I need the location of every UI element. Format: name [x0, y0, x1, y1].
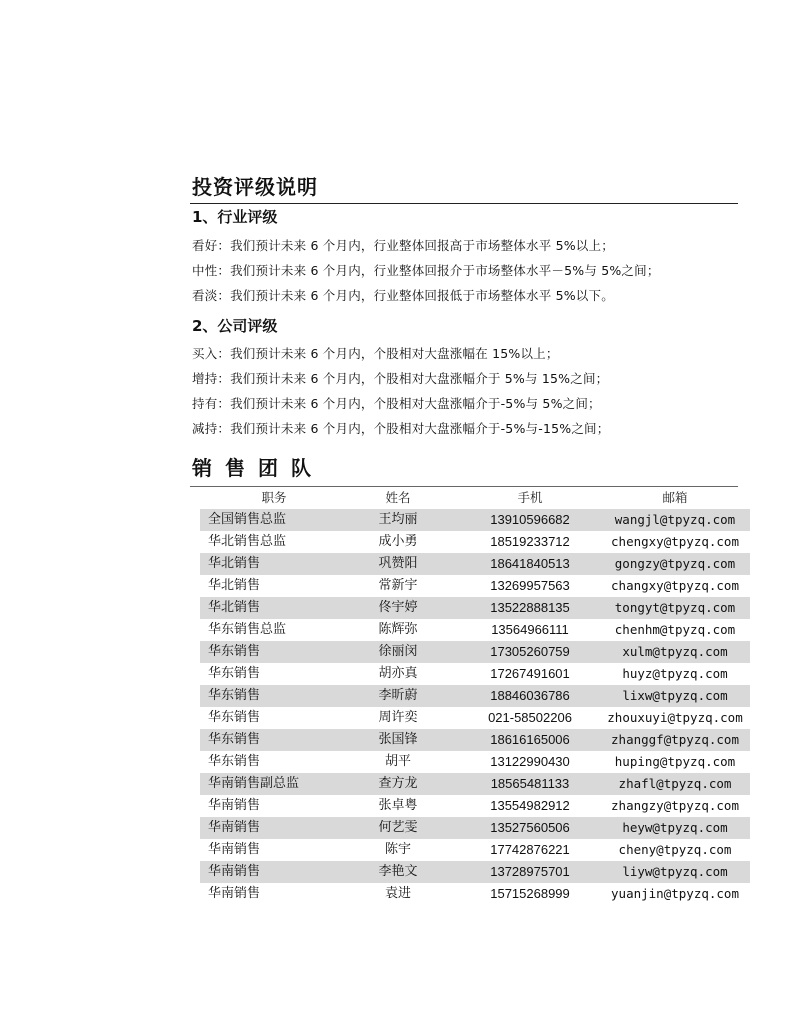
table-row: [200, 751, 750, 773]
cell-name: 成小勇: [378, 534, 418, 549]
company-rating-line: 持有：我们预计未来 6 个月内，个股相对大盘涨幅介于-5%与 5%之间；: [192, 396, 601, 411]
cell-name: 李昕蔚: [378, 688, 418, 703]
table-row: [200, 817, 750, 839]
cell-email[interactable]: heyw@tpyzq.com: [622, 820, 728, 835]
rating-section-title: 投资评级说明: [192, 175, 318, 199]
table-row: [200, 553, 750, 575]
cell-email[interactable]: lixw@tpyzq.com: [622, 688, 728, 703]
table-row: [200, 883, 750, 905]
company-rating-heading: 2、公司评级: [192, 317, 278, 335]
cell-name: 胡亦真: [378, 666, 418, 681]
cell-phone: 15715268999: [490, 886, 570, 901]
cell-phone: 13910596682: [490, 512, 570, 527]
column-header-role: 职务: [261, 490, 287, 505]
cell-role: 华南销售副总监: [208, 776, 300, 791]
cell-email[interactable]: gongzy@tpyzq.com: [614, 556, 736, 571]
cell-phone: 18846036786: [490, 688, 570, 703]
cell-email[interactable]: zhafl@tpyzq.com: [618, 776, 732, 791]
cell-role: 华北销售: [208, 578, 261, 593]
cell-name: 陈辉弥: [378, 622, 418, 637]
table-row: [200, 641, 750, 663]
company-rating-line: 买入：我们预计未来 6 个月内，个股相对大盘涨幅在 15%以上；: [192, 346, 559, 361]
cell-role: 华东销售: [208, 732, 261, 747]
table-row: [200, 509, 750, 531]
cell-phone: 18641840513: [490, 556, 570, 571]
table-row: [200, 707, 750, 729]
title-divider: [190, 203, 738, 204]
column-header-email: 邮箱: [662, 490, 688, 505]
cell-name: 巩赞阳: [378, 556, 418, 571]
cell-email[interactable]: chengxy@tpyzq.com: [611, 534, 739, 549]
cell-email[interactable]: zhangzy@tpyzq.com: [611, 798, 739, 813]
sales-team-title: 销售团队: [192, 456, 324, 480]
cell-name: 常新宇: [378, 578, 418, 593]
cell-role: 华南销售: [208, 886, 261, 901]
table-row: [200, 839, 750, 861]
cell-name: 李艳文: [378, 864, 418, 879]
cell-phone: 13728975701: [490, 864, 570, 879]
cell-phone: 13564966111: [491, 622, 569, 637]
industry-rating-line: 看好：我们预计未来 6 个月内，行业整体回报高于市场整体水平 5%以上；: [192, 238, 614, 253]
cell-role: 华南销售: [208, 864, 261, 879]
cell-name: 佟宇婷: [378, 600, 418, 615]
cell-role: 华北销售: [208, 600, 261, 615]
table-row: [200, 575, 750, 597]
cell-role: 华东销售: [208, 688, 261, 703]
cell-email[interactable]: huping@tpyzq.com: [614, 754, 736, 769]
cell-phone: 17305260759: [490, 644, 570, 659]
cell-phone: 17742876221: [490, 842, 570, 857]
table-row: [200, 597, 750, 619]
cell-name: 袁进: [384, 886, 411, 901]
cell-phone: 13522888135: [490, 600, 570, 615]
cell-email[interactable]: wangjl@tpyzq.com: [614, 512, 736, 527]
cell-name: 何艺雯: [378, 820, 418, 835]
column-header-name: 姓名: [385, 490, 411, 505]
cell-phone: 13554982912: [490, 798, 570, 813]
table-header-row: [200, 487, 750, 509]
industry-rating-heading: 1、行业评级: [192, 208, 278, 226]
cell-phone: 17267491601: [490, 666, 570, 681]
cell-email[interactable]: changxy@tpyzq.com: [611, 578, 739, 593]
table-row: [200, 729, 750, 751]
cell-email[interactable]: zhanggf@tpyzq.com: [611, 732, 739, 747]
cell-email[interactable]: chenhm@tpyzq.com: [614, 622, 736, 637]
cell-email[interactable]: cheny@tpyzq.com: [618, 842, 732, 857]
cell-phone: 13527560506: [490, 820, 570, 835]
cell-role: 华东销售: [208, 666, 261, 681]
cell-email[interactable]: tongyt@tpyzq.com: [614, 600, 736, 615]
cell-role: 华东销售: [208, 710, 261, 725]
cell-name: 查方龙: [378, 776, 418, 791]
cell-name: 周许奕: [378, 710, 418, 725]
table-row: [200, 685, 750, 707]
industry-rating-line: 看淡：我们预计未来 6 个月内，行业整体回报低于市场整体水平 5%以下。: [192, 288, 614, 303]
cell-role: 华南销售: [208, 842, 261, 857]
cell-email[interactable]: huyz@tpyzq.com: [622, 666, 728, 681]
company-rating-line: 减持：我们预计未来 6 个月内，个股相对大盘涨幅介于-5%与-15%之间；: [192, 421, 610, 436]
cell-role: 华东销售总监: [208, 622, 287, 637]
table-row: [200, 619, 750, 641]
cell-role: 华南销售: [208, 820, 261, 835]
table-row: [200, 861, 750, 883]
cell-email[interactable]: xulm@tpyzq.com: [622, 644, 728, 659]
cell-role: 华南销售: [208, 798, 261, 813]
cell-email[interactable]: zhouxuyi@tpyzq.com: [607, 710, 743, 725]
cell-name: 徐丽闵: [378, 644, 418, 659]
cell-name: 陈宇: [384, 842, 411, 857]
cell-role: 全国销售总监: [208, 512, 287, 527]
cell-role: 华北销售总监: [208, 534, 287, 549]
cell-role: 华东销售: [208, 644, 261, 659]
cell-phone: 021-58502206: [488, 710, 572, 725]
cell-phone: 18519233712: [490, 534, 570, 549]
cell-name: 张国锋: [378, 732, 418, 747]
table-row: [200, 795, 750, 817]
cell-name: 王均丽: [378, 512, 418, 527]
industry-rating-line: 中性：我们预计未来 6 个月内，行业整体回报介于市场整体水平－5%与 5%之间；: [192, 263, 660, 278]
table-row: [200, 531, 750, 553]
column-header-phone: 手机: [517, 491, 543, 505]
sales-table: [200, 487, 750, 905]
table-body: [200, 509, 750, 905]
cell-phone: 13122990430: [490, 754, 570, 769]
cell-phone: 18565481133: [490, 776, 570, 791]
cell-phone: 18616165006: [490, 732, 570, 747]
cell-role: 华北销售: [208, 556, 261, 571]
cell-email[interactable]: liyw@tpyzq.com: [622, 864, 728, 879]
cell-name: 张卓粤: [378, 798, 418, 813]
cell-name: 胡平: [384, 754, 411, 769]
table-row: [200, 663, 750, 685]
cell-email[interactable]: yuanjin@tpyzq.com: [611, 886, 739, 901]
cell-phone: 13269957563: [490, 578, 570, 593]
table-row: [200, 773, 750, 795]
cell-role: 华东销售: [208, 754, 261, 769]
company-rating-line: 增持：我们预计未来 6 个月内，个股相对大盘涨幅介于 5%与 15%之间；: [192, 371, 609, 386]
